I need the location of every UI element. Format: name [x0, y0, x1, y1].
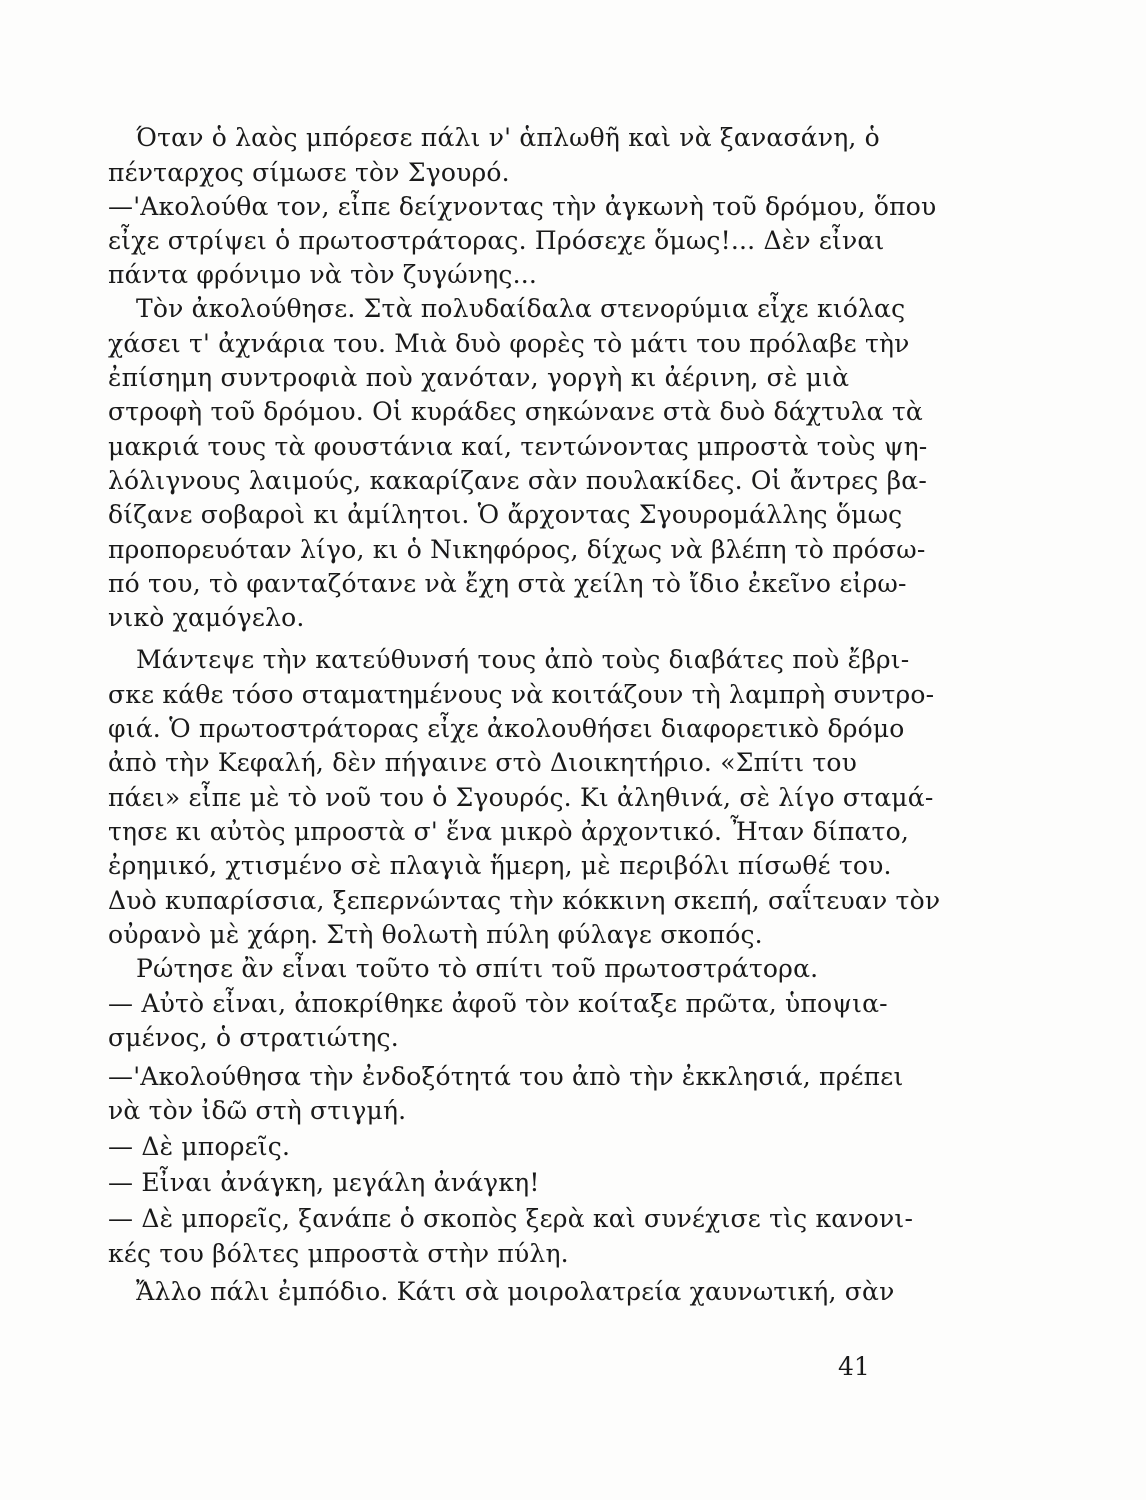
text-line: φιά. Ὁ πρωτοστράτορας εἶχε ἀκολουθήσει διαφορετικὸ δρόμο [108, 714, 905, 743]
text-line: — Δὲ μπορεῖς, ξανάπε ὁ σκοπὸς ξερὰ καὶ συνέχισε τὶς κανονι- [108, 1204, 914, 1233]
text-line: χάσει τ' ἀχνάρια του. Μιὰ δυὸ φορὲς τὸ μάτι του πρόλαβε τὴν [108, 329, 910, 358]
page-number: 41 [838, 1352, 870, 1381]
text-line: λόλιγνους λαιμούς, κακαρίζανε σὰν πουλακίδες. Οἱ ἄντρες βα- [108, 466, 928, 495]
text-line: — Δὲ μπορεῖς. [108, 1132, 291, 1161]
text-line: ἐρημικό, χτισμένο σὲ πλαγιὰ ἥμερη, μὲ περιβόλι πίσωθέ του. [108, 851, 892, 880]
text-line: ἐπίσημη συντροφιὰ ποὺ χανόταν, γοργὴ κι ἀέρινη, σὲ μιὰ [108, 363, 850, 392]
text-line: πάντα φρόνιμο νὰ τὸν ζυγώνης... [108, 260, 538, 289]
text-line: σμένος, ὁ στρατιώτης. [108, 1023, 399, 1052]
text-line: —'Ακολούθα τον, εἶπε δείχνοντας τὴν ἀγκωνὴ τοῦ δρόμου, ὅπου [108, 192, 937, 221]
text-line: — Εἶναι ἀνάγκη, μεγάλη ἀνάγκη! [108, 1168, 540, 1197]
text-line: Ἄλλο πάλι ἐμπόδιο. Κάτι σὰ μοιρολατρεία χαυνωτική, σὰν [136, 1277, 895, 1306]
text-line: πένταρχος σίμωσε τὸν Σγουρό. [108, 158, 510, 187]
text-line: πό του, τὸ φανταζότανε νὰ ἔχη στὰ χείλη τὸ ἴδιο ἐκεῖνο εἰρω- [108, 569, 907, 598]
text-line: νικὸ χαμόγελο. [108, 603, 305, 632]
text-line: ἀπὸ τὴν Κεφαλή, δὲν πήγαινε στὸ Διοικητήριο. «Σπίτι του [108, 748, 858, 777]
text-line: οὐρανὸ μὲ χάρη. Στὴ θολωτὴ πύλη φύλαγε σκοπός. [108, 920, 763, 949]
text-line: τησε κι αὐτὸς μπροστὰ σ' ἕνα μικρὸ ἀρχοντικό. Ἦταν δίπατο, [108, 817, 909, 846]
text-line: Ρώτησε ἂν εἶναι τοῦτο τὸ σπίτι τοῦ πρωτοστράτορα. [136, 954, 819, 983]
text-line: δίζανε σοβαροὶ κι ἀμίλητοι. Ὁ ἄρχοντας Σγουρομάλλης ὅμως [108, 500, 903, 529]
text-line: μακριά τους τὰ φουστάνια καί, τεντώνοντας μπροστὰ τοὺς ψη- [108, 432, 928, 461]
text-line: σκε κάθε τόσο σταματημένους νὰ κοιτάζουν τὴ λαμπρὴ συντρο- [108, 680, 935, 709]
text-line: νὰ τὸν ἰδῶ στὴ στιγμή. [108, 1096, 407, 1125]
text-line: Δυὸ κυπαρίσσια, ξεπερνώντας τὴν κόκκινη σκεπή, σαΐτευαν τὸν [108, 886, 941, 915]
text-line: —'Ακολούθησα τὴν ἐνδοξότητά του ἀπὸ τὴν ἐκκλησιά, πρέπει [108, 1062, 904, 1091]
text-line: — Αὐτὸ εἶναι, ἀποκρίθηκε ἀφοῦ τὸν κοίταξε πρῶτα, ὑποψια- [108, 989, 888, 1018]
text-line: Τὸν ἀκολούθησε. Στὰ πολυδαίδαλα στενορύμια εἶχε κιόλας [136, 294, 906, 323]
text-line: εἶχε στρίψει ὁ πρωτοστράτορας. Πρόσεχε ὅμως!... Δὲν εἶναι [108, 226, 885, 255]
text-line: κές του βόλτες μπροστὰ στὴν πύλη. [108, 1239, 569, 1268]
text-line: πάει» εἶπε μὲ τὸ νοῦ του ὁ Σγουρός. Κι ἀληθινά, σὲ λίγο σταμά- [108, 783, 934, 812]
text-line: στροφὴ τοῦ δρόμου. Οἱ κυράδες σηκώνανε στὰ δυὸ δάχτυλα τὰ [108, 397, 923, 426]
text-line: Όταν ὁ λαὸς μπόρεσε πάλι ν' ἁπλωθῆ καὶ νὰ ξανασάνη, ὁ [136, 123, 880, 152]
text-line: Μάντεψε τὴν κατεύθυνσή τους ἀπὸ τοὺς διαβάτες ποὺ ἔβρι- [136, 645, 910, 674]
text-line: προπορευόταν λίγο, κι ὁ Νικηφόρος, δίχως νὰ βλέπη τὸ πρόσω- [108, 535, 926, 564]
